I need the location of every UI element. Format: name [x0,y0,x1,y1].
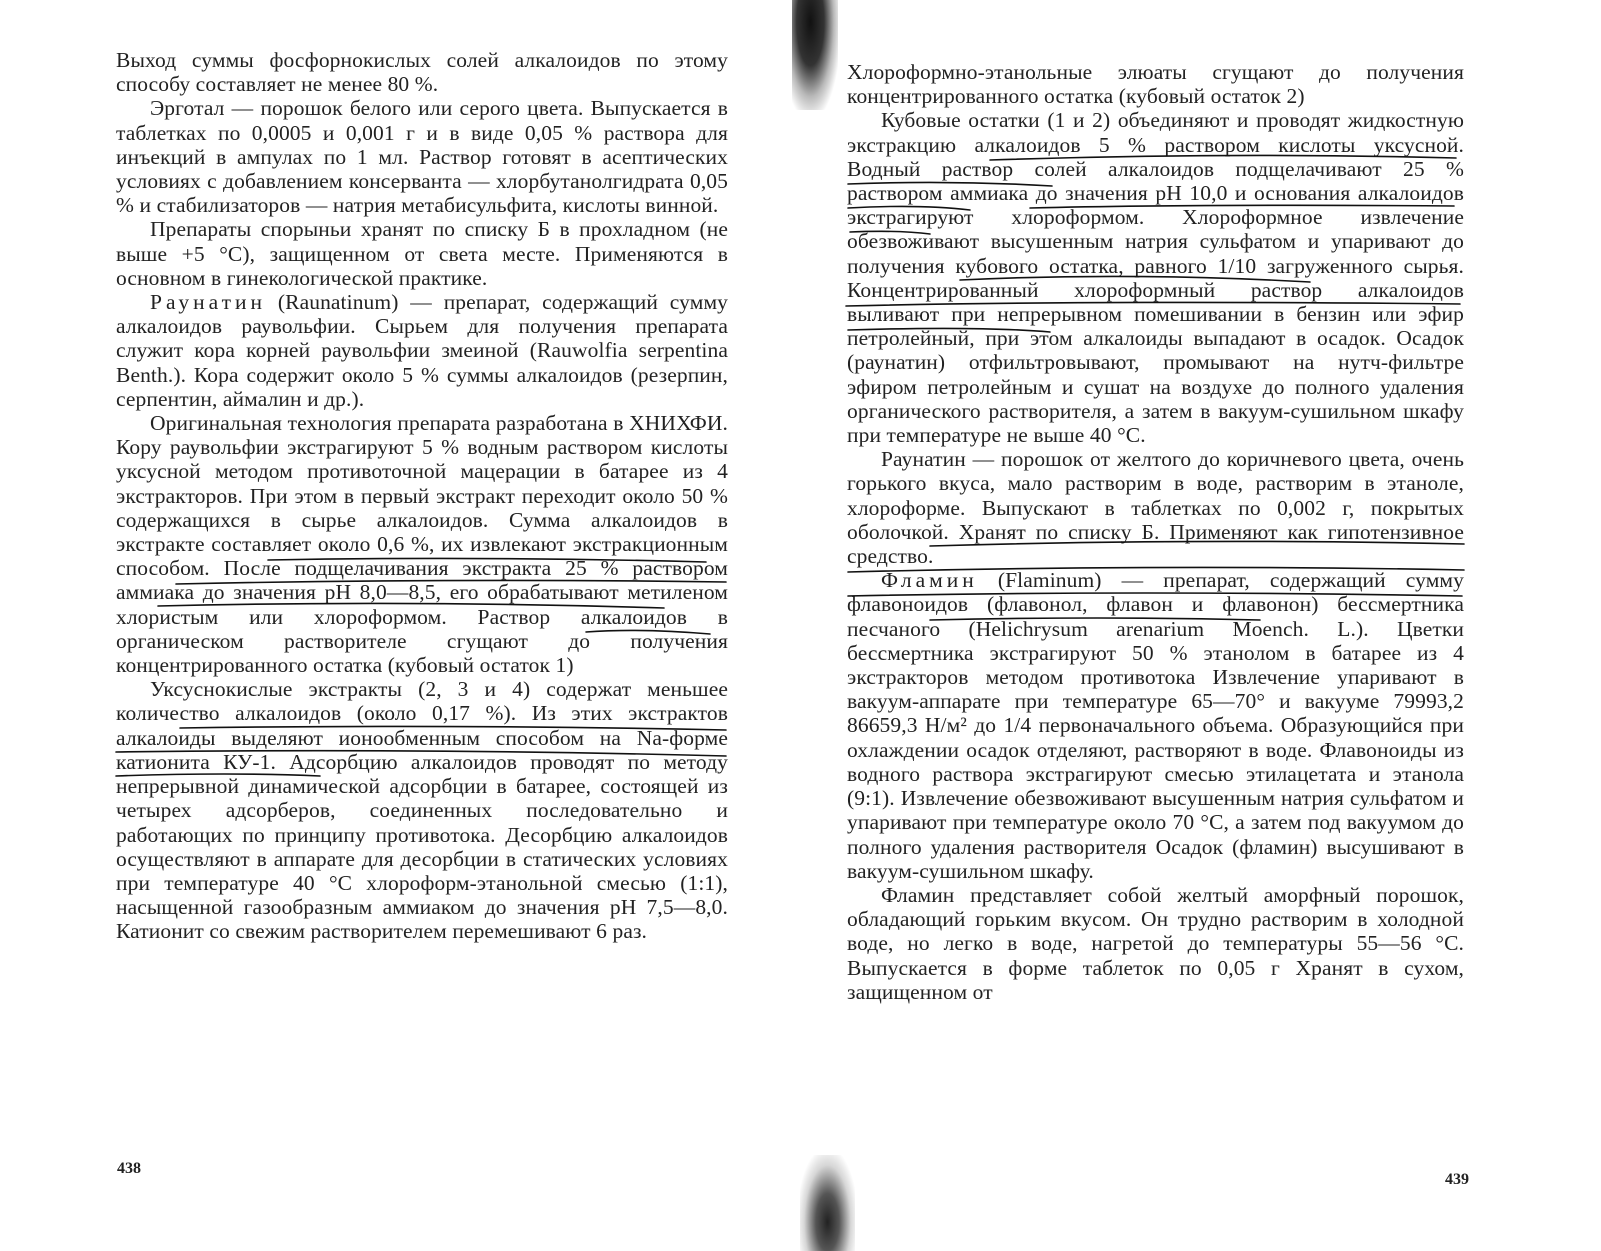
raunatin-description: (Raunatinum) — препарат, содержащий сумму алкалоидов раувольфии. Сырьем для получения препарата служит кора корней раувольфии змеиной (Rauwolfia serpentina Benth.). Кора содержит около 5 % суммы алкалоидов (резерпин, серпентин, аймалин и др.). [116,290,728,411]
right-page [800,0,1601,1251]
page-number: 439 [1445,1171,1469,1188]
paragraph: Раунатин — порошок от желтого до коричневого цвета, очень горького вкуса, мало растворим в воде, растворим в этаноле, хлороформе. Выпускают в таблетках по 0,002 г, покрытых оболочкой. Хранят по списку Б. Применяют как гипотензивное средство. [847,447,1464,569]
paragraph-raunatin [116,290,728,411]
paragraph: Препараты спорыньи хранят по списку Б в прохладном (не выше +5 °C), защищенном от света месте. Применяются в основном в гинекологической практике. [116,217,728,290]
term-raunatin: Раунатин [150,290,267,315]
paragraph: Хлороформно-этанольные элюаты сгущают до получения концентрированного остатка (кубовый остаток 2) [847,60,1464,109]
paragraph: Оригинальная технология препарата разработана в ХНИХФИ. Кору раувольфии экстрагируют 5 % водным раствором кислоты уксусной методом противоточной мацерации в батарее из 4 экстракторов. При этом в первый экстракт переходит около 50 % содержащихся в сырье алкалоидов. Сумма алкалоидов в экстракте составляет около 0,6 %, их извлекают экстракционным способом. После подщелачивания экстракта 25 % раствором аммиака до значения pH 8,0—8,5, его обрабатывают метиленом хлористым или хлороформом. Раствор алкалоидов в органическом растворителе сгущают до получения концентрированного остатка (кубовый остаток 1) [116,411,728,678]
left-page [0,0,800,1251]
left-text-column [116,48,728,944]
paragraph: Уксуснокислые экстракты (2, 3 и 4) содержат меньшее количество алкалоидов (около 0,17 %). Из этих экстрактов алкалоиды выделяют ионообменным способом на Na-форме катионита КУ-1. Адсорбцию алкалоидов проводят по методу непрерывной динамической адсорбции в батарее, состоящей из четырех адсорберов, соединенных последовательно и работающих по принципу противотока. Десорбцию алкалоидов осуществляют в аппарате для десорбции в статических условиях при температуре 40 °C хлороформ-этанольной смесью (1:1), насыщенной газообразным аммиаком до значения pH 7,5—8,0. Катионит со свежим растворителем перемешивают 6 раз. [116,677,728,944]
flamin-description: (Flaminum) — препарат, содержащий сумму флавоноидов (флавонол, флавон и флавонон) бессмертника песчаного (Helichrysum arenarium Moench. L.). Цветки бессмертника экстрагируют 50 % этанолом в батарее из 4 экстракторов методом противотока Извлечение упаривают в вакуум-аппарате при температуре 65—70° и вакууме 79993,2 86659,3 Н/м² до 1/4 первоначального объема. Образующийся при охлаждении осадок отделяют, растворяют в воде. Флавоноиды из водного раствора экстрагируют смесью этилацетата и этанола (9:1). Извлечение обезвоживают высушенным натрия сульфатом и упаривают при температуре около 70 °C, а затем под вакуумом до полного удаления растворителя Осадок (фламин) высушивают в вакуум-сушильном шкафу. [847,568,1464,883]
paragraph: Кубовые остатки (1 и 2) объединяют и проводят жидкостную экстракцию алкалоидов 5 % раствором кислоты уксусной. Водный раствор солей алкалоидов подщелачивают 25 % раствором аммиака до значения pH 10,0 и основания алкалоидов экстрагируют хлороформом. Хлороформное извлечение обезвоживают высушенным натрия сульфатом и упаривают до получения кубового остатка, равного 1/10 загруженного сырья. Концентрированный хлороформный раствор алкалоидов выливают при непрерывном помешивании в бензин или эфир петролейный, при этом алкалоиды выпадают в осадок. Осадок (раунатин) отфильтровывают, промывают на нутч-фильтре эфиром петролейным и сушат на воздухе до полного удаления органического растворителя, а затем в вакуум-сушильном шкафу при температуре не выше 40 °C. [847,108,1464,448]
page-number: 438 [117,1160,141,1177]
right-text-column [847,60,1464,1004]
term-flamin: Фламин [881,568,978,593]
paragraph: Выход суммы фосфорнокислых солей алкалоидов по этому способу составляет не менее 80 %. [116,48,728,97]
paragraph: Эрготал — порошок белого или серого цвета. Выпускается в таблетках по 0,0005 и 0,001 г и в виде 0,05 % раствора для инъекций в ампулах по 1 мл. Раствор готовят в асептических условиях с добавлением консерванта — хлорбутанолгидрата 0,05 % и стабилизаторов — натрия метабисульфита, кислоты винной. [116,96,728,218]
paragraph: Фламин представляет собой желтый аморфный порошок, обладающий горьким вкусом. Он трудно растворим в холодной воде, но легко в воде, нагретой до температуры 55—56 °C. Выпускается в форме таблеток по 0,05 г Хранят в сухом, защищенном от [847,882,1464,1004]
paragraph-flamin [847,568,1464,883]
